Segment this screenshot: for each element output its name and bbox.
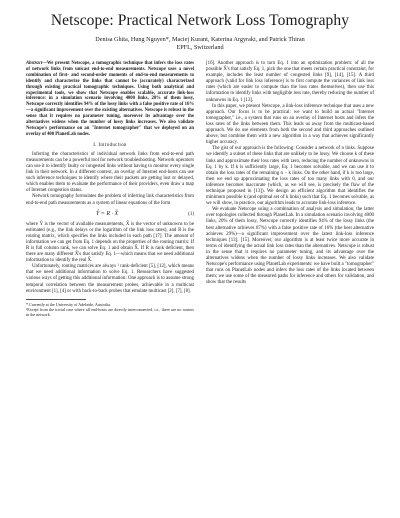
intro-paragraph-2: Network tomography formulates the problem of inferring link characteristics from end-to-end path measurements as a system of linear equations of the form	[26, 194, 194, 206]
footnote-2: ¹Except from the trivial case where all end-hosts are directly interconnected, i.e., there are no routers in the network.	[26, 306, 194, 317]
paper-authors: Denisa Ghita, Hung Nguyen*, Maciej Kurant, Katerina Argyraki, and Patrick Thiran	[95, 36, 305, 43]
right-paragraph-4: We evaluate Netscope using a combination of analysis and simulation, the latter over topologies collected through PlanetLab. In a simulation scenario involving 4000 links, 20% of them lossy, Netscope correctly identifies 94% of the lossy links (the best alternative achieves 87%) with a false positive rate of 16% (the best alternative achieves 29%)—a significant improvement over the latest link-loss inference techniques [13], [15]. Moreover, our algorithm is at least twice more accurate in terms of identifying the actual link loss rates than the alternatives. Netscope is robust in the sense that it requires no parameter tuning, and its advantage over the alternatives widens when the number of lossy links increases. We also validate Netscope's performance using PlanetLab experiments: we have built a "tomographer" that runs on PlanetLab nodes and infers the loss rates of the links located between them; we use some of the measured paths for inference and others for validation, and show that the results	[206, 207, 374, 286]
footnote-1: * Currently at the University of Adelaide, Australia.	[26, 301, 111, 307]
equation-1	[26, 211, 194, 218]
left-column	[26, 61, 194, 317]
abstract-label: Abstract	[26, 61, 43, 66]
two-column-body	[26, 61, 374, 317]
abstract	[26, 61, 194, 138]
equation-body: Ŷ = R · X̂	[95, 210, 119, 217]
intro-paragraph-4: Unfortunately, routing matrices are always ¹ rank-deficient [5], [12], which means that we need additional information to solve Eq. 1. Researchers have suggested various ways of getting this additional information: One approach is to assume strong temporal correlation between the measurement probes, achievable in a multicast environment [1], [4] or with back-to-back probes that emulate multicast [2], [7], [8].	[26, 264, 194, 294]
paper-affiliation: EPFL, Switzerland	[176, 44, 224, 51]
right-paragraph-1: [16]. Another approach is to turn Eq. 1 into an optimization problem: of all the possible X̂'s that satisfy Eq. 1, pick the one that meets certain practical constraint, for example, includes the least number of congested links [9], [14], [15]. A third approach (valid for link loss inference) is to first compute the variances of link loss rates (which are easier to compute than the loss rates themselves), then use this information to identify links with negligible loss rate, thereby reducing the number of unknowns in Eq. 1 [13].	[206, 61, 374, 103]
paper-title: Netscope: Practical Network Loss Tomography	[50, 12, 350, 29]
intro-paragraph-1: Inferring the characteristics of individual network links from end-to-end path measurements can be a powerful tool for network troubleshooting. Network operators can use it to identify faulty or congested links without having to monitor every single link in their network. In a different context, an overlay of Internet end-hosts can use such inference techniques to identify where their packets are getting lost or delayed, which enables them to evaluate the performance of their providers, even draw a map of Internet congestion status.	[26, 151, 194, 194]
intro-paragraph-3: where Ŷ is the vector of available measurements, X̂ is the vector of unknowns to be estimated (e.g., the link delays or the logarithm of the link loss rates), and R is the routing matrix, which specifies the links included in each path [17]. The amount of information we can get from Eq. 1 depends on the properties of the routing matrix: If R is full column rank, we can solve Eq. 1 and obtain X̂. If R is rank deficient, then there are many different X̂'s that satisfy Eq. 1—which means that we need additional information to identify the real X̂.	[26, 221, 194, 264]
right-paragraph-3: The gist of our approach is the following: Consider a network of n links. Suppose we identify a subset of these links that are unlikely to be lossy. We choose k of these links and approximate their loss rates with zero, reducing the number of unknowns in Eq. 1 by k. If k is sufficiently large, Eq. 1 becomes solvable, and we can use it to obtain the loss rates of the remaining n − k links. On the other hand, if k is too large, then we end up approximating the loss rates of too many links with 0, and our inference becomes inaccurate (which, as we will see, is precisely the flaw of the technique proposed in [13]). We design an efficient algorithm that identifies the minimum possible k (and optimal set of k links) such that Eq. 1 becomes solvable, as we will show, in practice, our algorithm leads to accurate link-loss inference.	[206, 146, 374, 207]
right-column	[206, 61, 374, 317]
right-paragraph-2: In this paper, we present Netscope, a link-loss inference technique that uses a new approach. Our focus is to be practical: we want to build an actual "Internet tomographer," i.e., a system that runs on an overlay of Internet hosts and infers the loss rates of the links between them. This leads us away from the multicast-based approach. We do use elements from both the second and third approaches outlined above, but combine them with a new algorithm in a way that achieves significantly higher accuracy.	[206, 103, 374, 146]
footnotes	[26, 302, 194, 317]
equation-number: (1)	[188, 211, 194, 217]
section-heading-introduction: I. Introduction	[93, 142, 127, 148]
abstract-text: —We present Netscope, a tomographic technique that infers the loss rates of network links from unicast end-to-end measurements. Netscope uses a novel combination of first- and second-order moments of end-to-end measurements to identify and characterize the links that cannot be (accurately) characterized through existing practical tomographic techniques. Using both analytical and experimental tools, we show that Netscope enables scalable, accurate link-loss inference: in a simulation scenario involving 4000 links, 20% of them lossy, Netscope correctly identifies 94% of the lossy links with a false positive rate of 16%—a significant improvement over the existing alternatives. Netscope is robust in the sense that it requires no parameter tuning, moreover its advantage over the alternatives widens when the number of lossy links increases. We also validate Netscope's performance on an "Internet tomographer" that we deployed on an overlay of 400 PlanetLab nodes.	[26, 61, 194, 137]
